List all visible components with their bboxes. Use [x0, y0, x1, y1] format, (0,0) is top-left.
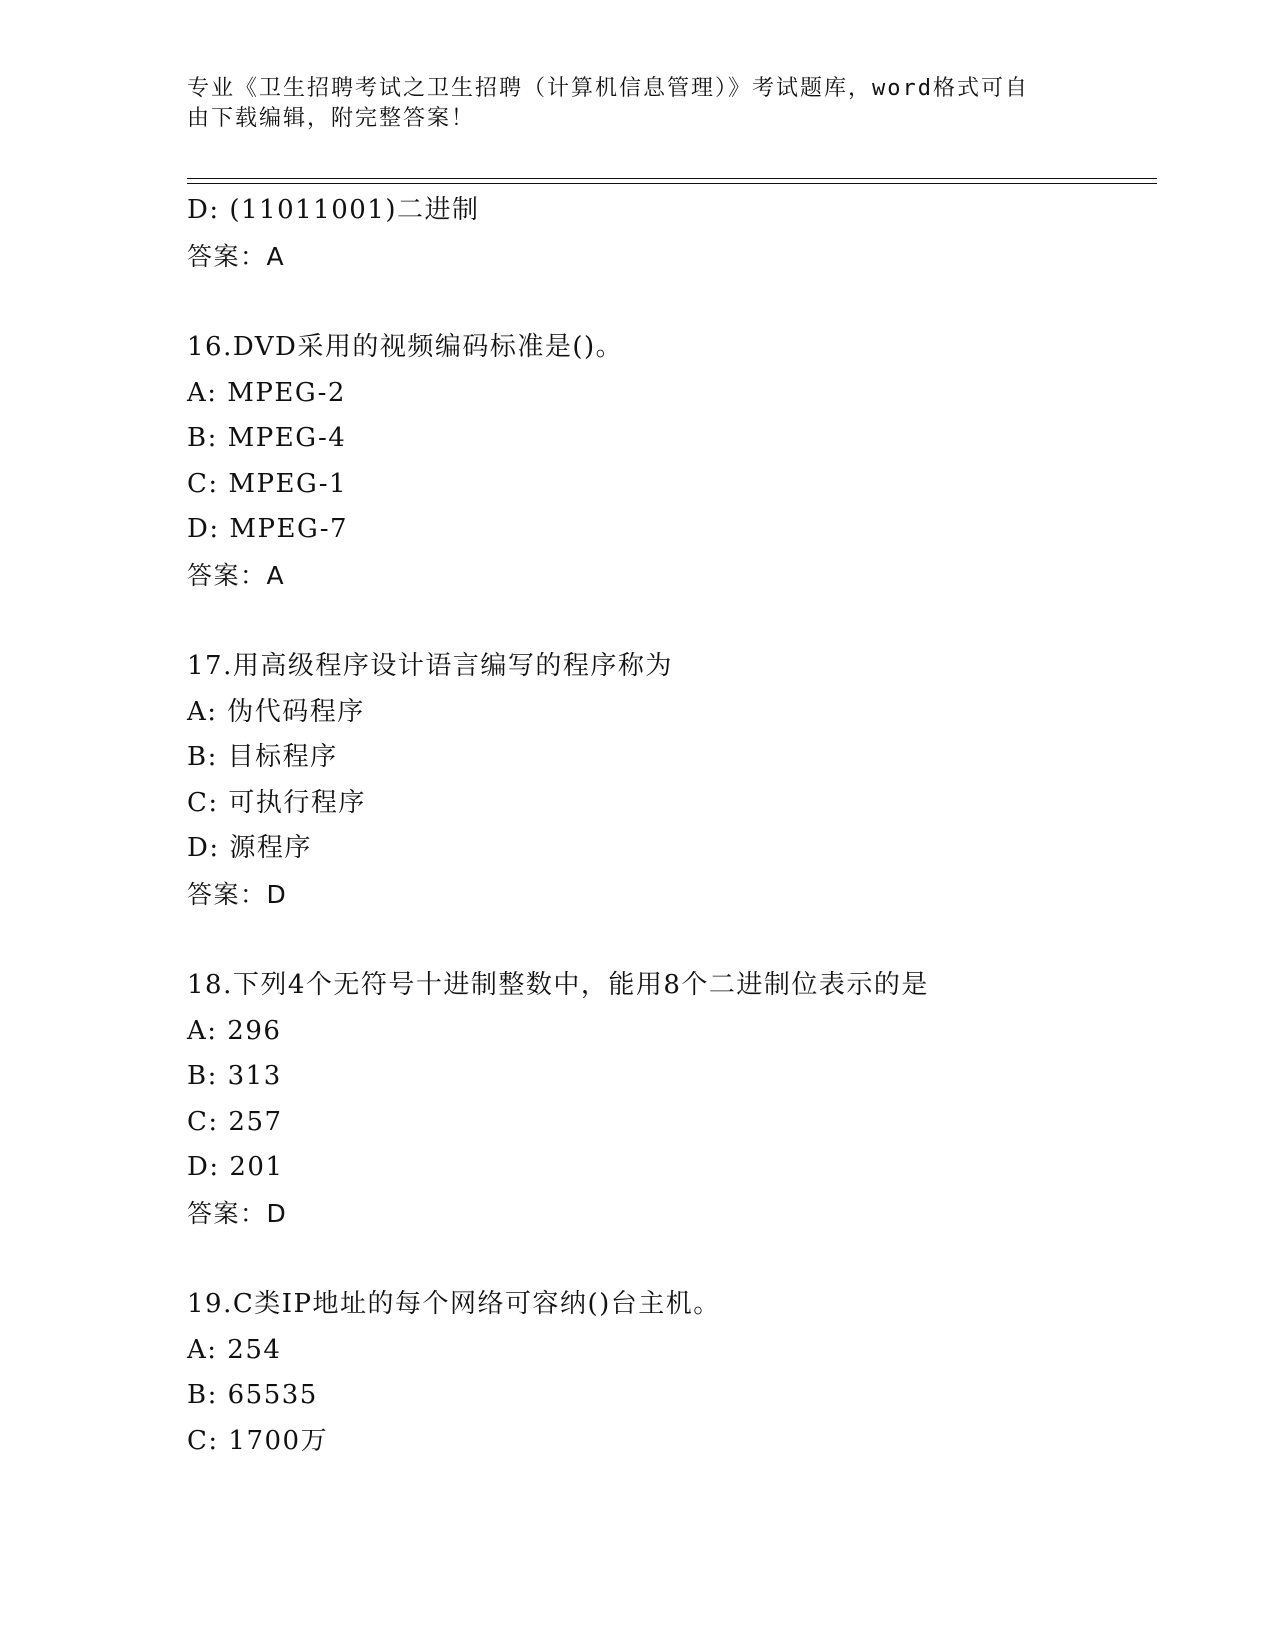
option-a: A: 254	[187, 1334, 282, 1365]
option-d: D: MPEG-7	[187, 514, 349, 544]
question-stem: 18.下列4个无符号十进制整数中，能用8个二进制位表示的是	[187, 970, 929, 1000]
spacer	[187, 917, 1147, 963]
option-c: C: 可执行程序	[187, 787, 366, 818]
question-18	[187, 963, 1147, 1236]
question-17	[187, 644, 1147, 917]
spacer	[187, 598, 1147, 644]
question-stem: 17.用高级程序设计语言编写的程序称为	[187, 651, 673, 681]
header-divider-top	[187, 178, 1157, 179]
answer: 答案：A	[187, 560, 286, 590]
answer: 答案：D	[187, 879, 288, 909]
question-19	[187, 1282, 1147, 1464]
question-stem: 19.C类IP地址的每个网络可容纳()台主机。	[187, 1289, 721, 1319]
option-d: D: (11011001)二进制	[187, 195, 480, 225]
option-a: A: MPEG-2	[187, 377, 346, 408]
option-c: C: 257	[187, 1106, 283, 1137]
spacer	[187, 1236, 1147, 1282]
option-a: A: 296	[187, 1015, 282, 1046]
option-c: C: MPEG-1	[187, 468, 348, 499]
answer: 答案：A	[187, 241, 286, 271]
document-header	[187, 74, 1067, 134]
question-16	[187, 325, 1147, 598]
document-body	[187, 188, 1147, 1464]
option-b: B: 65535	[187, 1380, 318, 1410]
option-a: A: 伪代码程序	[187, 696, 365, 727]
option-d: D: 源程序	[187, 833, 312, 863]
header-divider-bottom	[187, 183, 1157, 184]
option-d: D: 201	[187, 1152, 284, 1182]
question-stem: 16.DVD采用的视频编码标准是()。	[187, 332, 624, 362]
answer: 答案：D	[187, 1198, 288, 1228]
option-b: B: 目标程序	[187, 742, 338, 772]
option-c: C: 1700万	[187, 1425, 329, 1456]
option-b: B: 313	[187, 1061, 282, 1091]
previous-question-tail	[187, 188, 1147, 279]
header-line-1: 专业《卫生招聘考试之卫生招聘（计算机信息管理）》考试题库，word格式可自	[187, 76, 1029, 101]
header-line-2: 由下载编辑，附完整答案！	[187, 106, 476, 131]
option-b: B: MPEG-4	[187, 423, 347, 453]
spacer	[187, 279, 1147, 325]
